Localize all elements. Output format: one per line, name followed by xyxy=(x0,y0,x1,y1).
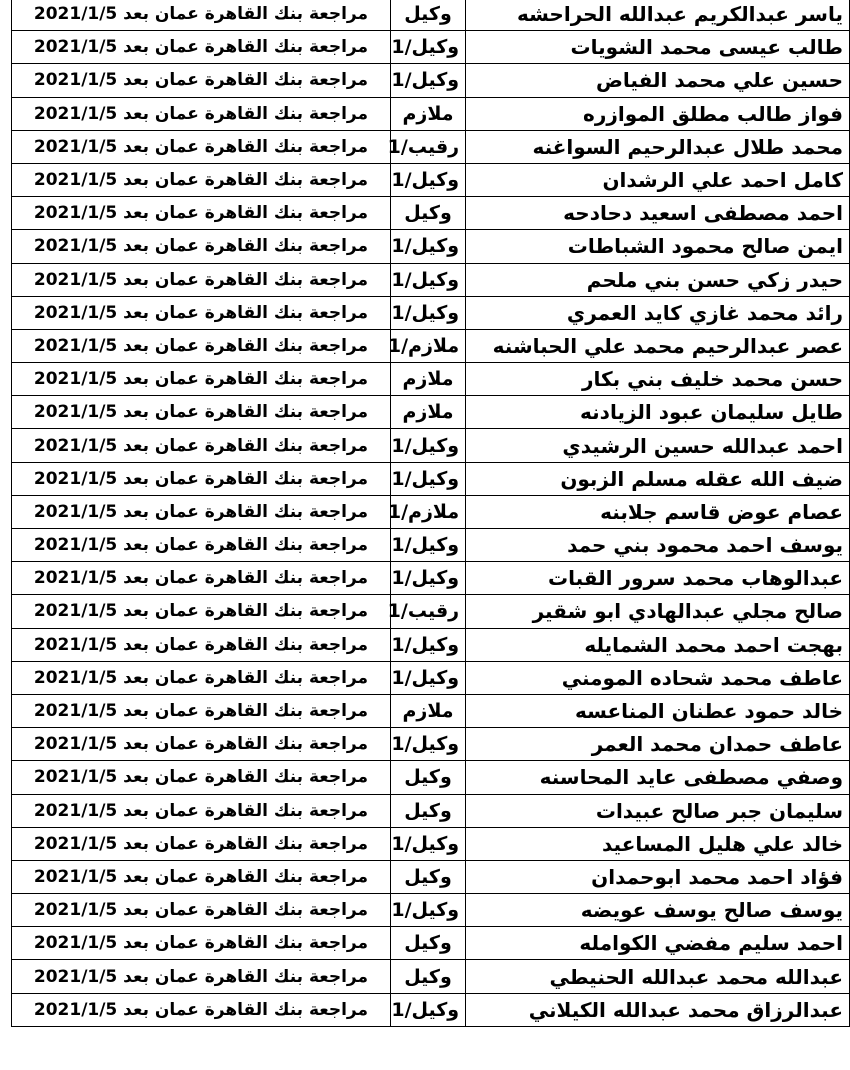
table-row xyxy=(12,529,850,562)
table-row xyxy=(12,960,850,993)
note-cell[interactable]: مراجعة بنك القاهرة عمان بعد 2021/1/5 xyxy=(12,993,391,1026)
name-cell[interactable]: خالد علي هليل المساعيد xyxy=(466,827,850,860)
table-row xyxy=(12,329,850,362)
note-cell[interactable]: مراجعة بنك القاهرة عمان بعد 2021/1/5 xyxy=(12,97,391,130)
note-cell[interactable]: مراجعة بنك القاهرة عمان بعد 2021/1/5 xyxy=(12,728,391,761)
note-cell[interactable]: مراجعة بنك القاهرة عمان بعد 2021/1/5 xyxy=(12,296,391,329)
note-cell[interactable]: مراجعة بنك القاهرة عمان بعد 2021/1/5 xyxy=(12,595,391,628)
table-row xyxy=(12,462,850,495)
note-cell[interactable]: مراجعة بنك القاهرة عمان بعد 2021/1/5 xyxy=(12,694,391,727)
note-cell[interactable]: مراجعة بنك القاهرة عمان بعد 2021/1/5 xyxy=(12,960,391,993)
rank-cell[interactable]: وكيل/1 xyxy=(390,163,465,196)
note-cell[interactable]: مراجعة بنك القاهرة عمان بعد 2021/1/5 xyxy=(12,396,391,429)
rank-cell[interactable]: وكيل/1 xyxy=(390,728,465,761)
rank-cell[interactable]: ملازم xyxy=(390,694,465,727)
note-cell[interactable]: مراجعة بنك القاهرة عمان بعد 2021/1/5 xyxy=(12,197,391,230)
note-cell[interactable]: مراجعة بنك القاهرة عمان بعد 2021/1/5 xyxy=(12,0,391,31)
note-cell[interactable]: مراجعة بنك القاهرة عمان بعد 2021/1/5 xyxy=(12,363,391,396)
table-row xyxy=(12,429,850,462)
note-cell[interactable]: مراجعة بنك القاهرة عمان بعد 2021/1/5 xyxy=(12,761,391,794)
table-row xyxy=(12,31,850,64)
note-cell[interactable]: مراجعة بنك القاهرة عمان بعد 2021/1/5 xyxy=(12,860,391,893)
name-cell[interactable]: سليمان جبر صالح عبيدات xyxy=(466,794,850,827)
name-cell[interactable]: يوسف صالح يوسف عويضه xyxy=(466,894,850,927)
rank-cell[interactable]: وكيل/1 xyxy=(390,296,465,329)
name-cell[interactable]: عبدالرزاق محمد عبدالله الكيلاني xyxy=(466,993,850,1026)
name-cell[interactable]: حيدر زكي حسن بني ملحم xyxy=(466,263,850,296)
rank-cell[interactable]: وكيل/1 xyxy=(390,661,465,694)
rank-cell[interactable]: ملازم/1 xyxy=(390,495,465,528)
name-cell[interactable]: ايمن صالح محمود الشباطات xyxy=(466,230,850,263)
rank-cell[interactable]: وكيل/1 xyxy=(390,894,465,927)
note-cell[interactable]: مراجعة بنك القاهرة عمان بعد 2021/1/5 xyxy=(12,230,391,263)
name-cell[interactable]: كامل احمد علي الرشدان xyxy=(466,163,850,196)
table-row xyxy=(12,993,850,1026)
rank-cell[interactable]: وكيل/1 xyxy=(390,230,465,263)
rank-cell[interactable]: وكيل xyxy=(390,960,465,993)
rank-cell[interactable]: وكيل/1 xyxy=(390,429,465,462)
note-cell[interactable]: مراجعة بنك القاهرة عمان بعد 2021/1/5 xyxy=(12,661,391,694)
name-cell[interactable]: عبدالوهاب محمد سرور القبات xyxy=(466,562,850,595)
name-cell[interactable]: طالب عيسى محمد الشويات xyxy=(466,31,850,64)
rank-cell[interactable]: وكيل/1 xyxy=(390,31,465,64)
table-row xyxy=(12,761,850,794)
name-cell[interactable]: احمد مصطفى اسعيد دحادحه xyxy=(466,197,850,230)
table-row xyxy=(12,894,850,927)
rank-cell[interactable]: وكيل xyxy=(390,761,465,794)
table-row xyxy=(12,628,850,661)
name-cell[interactable]: خالد حمود عطنان المناعسه xyxy=(466,694,850,727)
table-row xyxy=(12,396,850,429)
note-cell[interactable]: مراجعة بنك القاهرة عمان بعد 2021/1/5 xyxy=(12,130,391,163)
table-row xyxy=(12,694,850,727)
name-cell[interactable]: فواز طالب مطلق الموازره xyxy=(466,97,850,130)
name-cell[interactable]: حسن محمد خليف بني بكار xyxy=(466,363,850,396)
name-cell[interactable]: فؤاد احمد محمد ابوحمدان xyxy=(466,860,850,893)
note-cell[interactable]: مراجعة بنك القاهرة عمان بعد 2021/1/5 xyxy=(12,927,391,960)
personnel-table xyxy=(11,0,850,1027)
name-cell[interactable]: بهجت احمد محمد الشمايله xyxy=(466,628,850,661)
note-cell[interactable]: مراجعة بنك القاهرة عمان بعد 2021/1/5 xyxy=(12,263,391,296)
table-row xyxy=(12,562,850,595)
rank-cell[interactable]: وكيل xyxy=(390,794,465,827)
name-cell[interactable]: صالح مجلي عبدالهادي ابو شقير xyxy=(466,595,850,628)
table-row xyxy=(12,130,850,163)
note-cell[interactable]: مراجعة بنك القاهرة عمان بعد 2021/1/5 xyxy=(12,329,391,362)
note-cell[interactable]: مراجعة بنك القاهرة عمان بعد 2021/1/5 xyxy=(12,429,391,462)
rank-cell[interactable]: وكيل xyxy=(390,860,465,893)
name-cell[interactable]: عاطف حمدان محمد العمر xyxy=(466,728,850,761)
table-row xyxy=(12,97,850,130)
note-cell[interactable]: مراجعة بنك القاهرة عمان بعد 2021/1/5 xyxy=(12,64,391,97)
note-cell[interactable]: مراجعة بنك القاهرة عمان بعد 2021/1/5 xyxy=(12,794,391,827)
table-row xyxy=(12,728,850,761)
table-row xyxy=(12,163,850,196)
table-row xyxy=(12,595,850,628)
name-cell[interactable]: احمد سليم مفضي الكوامله xyxy=(466,927,850,960)
note-cell[interactable]: مراجعة بنك القاهرة عمان بعد 2021/1/5 xyxy=(12,163,391,196)
note-cell[interactable]: مراجعة بنك القاهرة عمان بعد 2021/1/5 xyxy=(12,628,391,661)
rank-cell[interactable]: وكيل xyxy=(390,197,465,230)
name-cell[interactable]: وصفي مصطفى عايد المحاسنه xyxy=(466,761,850,794)
name-cell[interactable]: عصر عبدالرحيم محمد علي الحباشنه xyxy=(466,329,850,362)
rank-cell[interactable]: رقيب/1 xyxy=(390,130,465,163)
table-row xyxy=(12,363,850,396)
name-cell[interactable]: عاطف محمد شحاده المومني xyxy=(466,661,850,694)
rank-cell[interactable]: ملازم xyxy=(390,396,465,429)
note-cell[interactable]: مراجعة بنك القاهرة عمان بعد 2021/1/5 xyxy=(12,894,391,927)
rank-cell[interactable]: رقيب/1 xyxy=(390,595,465,628)
rank-cell[interactable]: وكيل/1 xyxy=(390,263,465,296)
rank-cell[interactable]: وكيل/1 xyxy=(390,562,465,595)
note-cell[interactable]: مراجعة بنك القاهرة عمان بعد 2021/1/5 xyxy=(12,562,391,595)
table-row xyxy=(12,827,850,860)
table-row xyxy=(12,0,850,31)
rank-cell[interactable]: وكيل/1 xyxy=(390,993,465,1026)
rank-cell[interactable]: ملازم xyxy=(390,97,465,130)
table-row xyxy=(12,794,850,827)
name-cell[interactable]: عبدالله محمد عبدالله الحنيطي xyxy=(466,960,850,993)
name-cell[interactable]: ضيف الله عقله مسلم الزبون xyxy=(466,462,850,495)
spreadsheet xyxy=(11,0,850,1070)
name-cell[interactable]: طايل سليمان عبود الزيادنه xyxy=(466,396,850,429)
table-row xyxy=(12,197,850,230)
table-row xyxy=(12,64,850,97)
table-row xyxy=(12,927,850,960)
rank-cell[interactable]: وكيل/1 xyxy=(390,64,465,97)
table-row xyxy=(12,230,850,263)
rank-cell[interactable]: وكيل/1 xyxy=(390,462,465,495)
name-cell[interactable]: محمد طلال عبدالرحيم السواغنه xyxy=(466,130,850,163)
name-cell[interactable]: احمد عبدالله حسين الرشيدي xyxy=(466,429,850,462)
rank-cell[interactable]: ملازم xyxy=(390,363,465,396)
note-cell[interactable]: مراجعة بنك القاهرة عمان بعد 2021/1/5 xyxy=(12,827,391,860)
rank-cell[interactable]: وكيل/1 xyxy=(390,529,465,562)
rank-cell[interactable]: وكيل xyxy=(390,0,465,31)
note-cell[interactable]: مراجعة بنك القاهرة عمان بعد 2021/1/5 xyxy=(12,529,391,562)
note-cell[interactable]: مراجعة بنك القاهرة عمان بعد 2021/1/5 xyxy=(12,462,391,495)
name-cell[interactable]: رائد محمد غازي كايد العمري xyxy=(466,296,850,329)
rank-cell[interactable]: ملازم/1 xyxy=(390,329,465,362)
note-cell[interactable]: مراجعة بنك القاهرة عمان بعد 2021/1/5 xyxy=(12,495,391,528)
table-row xyxy=(12,263,850,296)
rank-cell[interactable]: وكيل/1 xyxy=(390,827,465,860)
name-cell[interactable]: ياسر عبدالكريم عبدالله الحراحشه xyxy=(466,0,850,31)
table-row xyxy=(12,860,850,893)
name-cell[interactable]: حسين علي محمد الفياض xyxy=(466,64,850,97)
name-cell[interactable]: يوسف احمد محمود بني حمد xyxy=(466,529,850,562)
table-row xyxy=(12,296,850,329)
table-row xyxy=(12,495,850,528)
table-body xyxy=(12,0,850,1026)
rank-cell[interactable]: وكيل/1 xyxy=(390,628,465,661)
rank-cell[interactable]: وكيل xyxy=(390,927,465,960)
table-row xyxy=(12,661,850,694)
name-cell[interactable]: عصام عوض قاسم جلابنه xyxy=(466,495,850,528)
note-cell[interactable]: مراجعة بنك القاهرة عمان بعد 2021/1/5 xyxy=(12,31,391,64)
